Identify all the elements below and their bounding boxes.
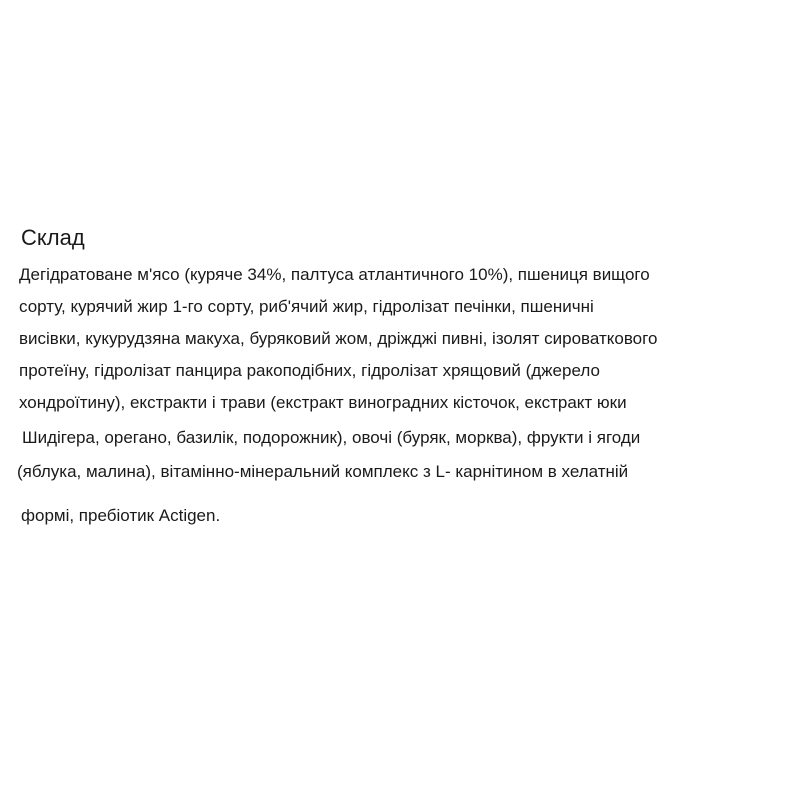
composition-line-4: протеїну, гідролізат панцира ракоподібних, гідролізат хрящовий (джерело	[19, 361, 600, 380]
composition-line-3: висівки, кукурудзяна макуха, буряковий жом, дріжджі пивні, ізолят сироваткового	[19, 329, 658, 348]
composition-line-7: (яблука, малина), вітамінно-мінеральний комплекс з L- карнітином в хелатній	[17, 462, 629, 481]
composition-line-6: Шидігера, орегано, базилік, подорожник), овочі (буряк, морква), фрукти і ягоди	[22, 428, 641, 447]
composition-line-5: хондроїтину), екстракти і трави (екстракт виноградних кісточок, екстракт юки	[19, 393, 627, 412]
composition-line-1: Дегідратоване м'ясо (куряче 34%, палтуса атлантичного 10%), пшениця вищого	[19, 265, 650, 284]
composition-line-8: формі, пребіотик Actigen.	[21, 506, 221, 525]
composition-line-2: сорту, курячий жир 1-го сорту, риб'ячий жир, гідролізат печінки, пшеничні	[19, 297, 594, 316]
composition-title: Склад	[21, 225, 85, 250]
